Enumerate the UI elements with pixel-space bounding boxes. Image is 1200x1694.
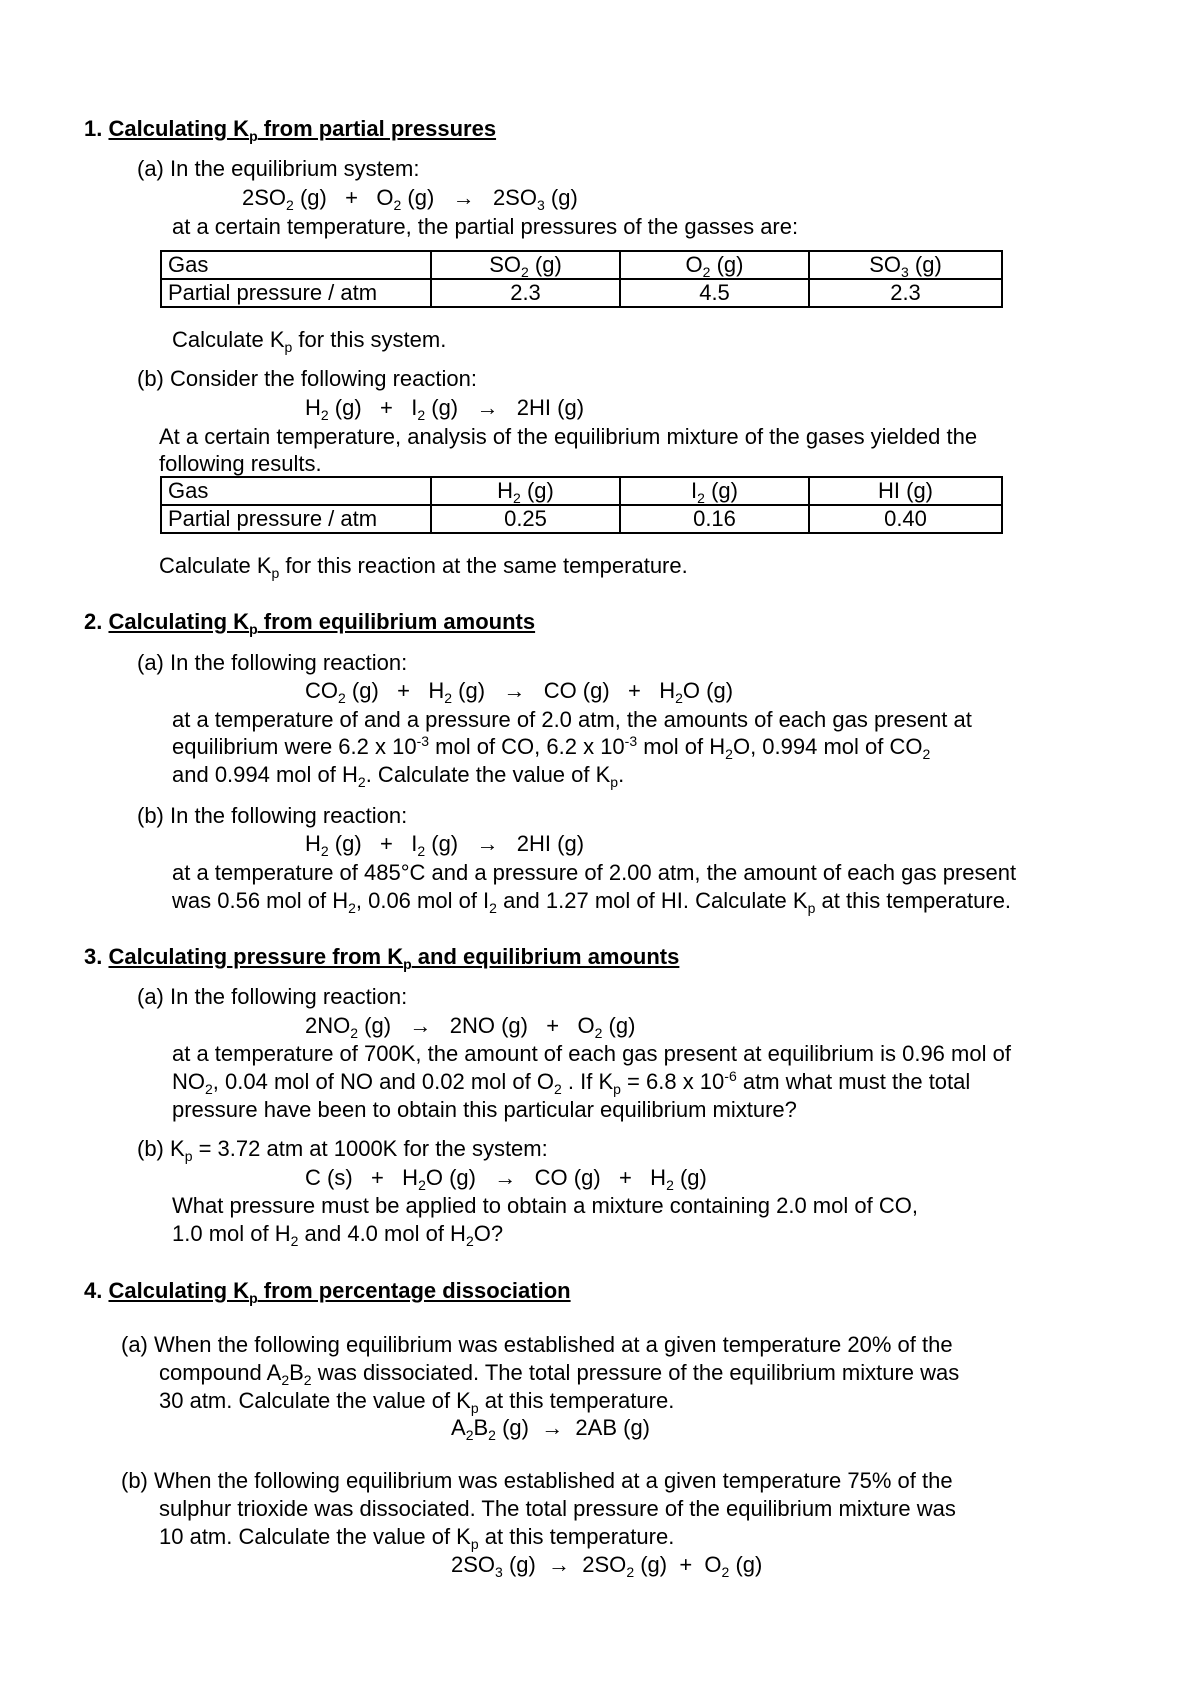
q3b-text-1: What pressure must be applied to obtain a mixture containing 2.0 mol of CO, (172, 1193, 918, 1218)
q3-heading (84, 944, 679, 970)
q2a-equation: $CO_2$ $(g) + H_2$ (g) → CO $(g) + H_2O$ (g) (305, 678, 734, 706)
q3a-intro: (a) In the following reaction: (137, 984, 408, 1009)
table-cell: 4.5 (620, 279, 809, 307)
q2a-intro: (a) In the following reaction: (137, 650, 408, 675)
q1b-intro: (b) Consider the following reaction: (137, 366, 477, 391)
q1b-text-1: At a certain temperature, analysis of the equilibrium mixture of the gases yielded the (159, 424, 978, 449)
q3-number: 3. (84, 944, 103, 969)
q4b-equation: $2SO_3$ $(g) \to 2SO_2$ $(g) + O_2$ (g) (451, 1552, 763, 1580)
table-cell: $SO_3$ (g) (809, 251, 1002, 279)
q1a-text: at a certain temperature, the partial pressures of the gasses are: (172, 214, 799, 239)
q4a-text-1: (a) When the following equilibrium was established at a given temperature 20% of the (121, 1332, 953, 1357)
q4a-text-3: 30 atm. Calculate the value of $K_p$ at this temperature. (159, 1388, 675, 1416)
q2b-intro: (b) In the following reaction: (137, 803, 408, 828)
q1a-partial-pressure-table (160, 250, 1003, 308)
table-cell: Partial pressure / atm (161, 505, 431, 533)
q2a-text-2: equilibrium were 6.2 x $10^{-3}$ mol of CO, 6.2 x $10^{-3}$ mol of $H_2O$, 0.994 mol of $CO_2$ (172, 733, 931, 762)
q1-heading (84, 116, 496, 142)
q1b-calculate: Calculate $K_p$ for this reaction at the same temperature. (159, 553, 688, 581)
q1b-partial-pressure-table (160, 476, 1003, 534)
table-cell: HI (g) (809, 477, 1002, 505)
table-cell: Partial pressure / atm (161, 279, 431, 307)
table-row (161, 505, 1002, 533)
q1a-intro: (a) In the equilibrium system: (137, 156, 420, 181)
q2a-text-3: and 0.994 mol of $H_2$. Calculate the value of $K_p$. (172, 762, 625, 790)
q2a-text-1: at a temperature of and a pressure of 2.0 atm, the amounts of each gas present at (172, 707, 972, 732)
table-cell: 2.3 (809, 279, 1002, 307)
q3a-text-2: $NO_2$, 0.04 mol of NO and 0.02 mol of $O_2$ . If $K_p = 6.8$ x $10^{-6}$ atm what must the total (172, 1068, 971, 1097)
q4-number: 4. (84, 1278, 103, 1303)
table-cell: $SO_2$ (g) (431, 251, 620, 279)
q1a-calculate: Calculate $K_p$ for this system. (172, 327, 447, 355)
table-cell: 2.3 (431, 279, 620, 307)
table-cell: $O_2$ (g) (620, 251, 809, 279)
q3a-text-3: pressure have been to obtain this particular equilibrium mixture? (172, 1097, 797, 1122)
table-header-row (161, 251, 1002, 279)
table-cell: 0.16 (620, 505, 809, 533)
q1-number: 1. (84, 116, 103, 141)
table-cell: Gas (161, 477, 431, 505)
table-header-row (161, 477, 1002, 505)
q1b-text-2: following results. (159, 451, 322, 476)
q4b-text-1: (b) When the following equilibrium was established at a given temperature 75% of the (121, 1468, 953, 1493)
table-cell: $I_2$ (g) (620, 477, 809, 505)
q1b-equation: $H_2$ $(g) + I_2$ (g) → 2HI (g) (305, 395, 585, 423)
q4a-equation: $A_2B_2$ (g) → 2AB (g) (451, 1415, 651, 1443)
q3b-equation: C $(s) + H_2O$ (g) → CO $(g) + H_2$ (g) (305, 1165, 707, 1193)
q2b-text-1: at a temperature of 485°C and a pressure of 2.00 atm, the amount of each gas present (172, 860, 1017, 885)
q1-title: Calculating $K_p$ from partial pressures (108, 116, 497, 144)
q2-number: 2. (84, 609, 103, 634)
table-cell: Gas (161, 251, 431, 279)
table-row (161, 279, 1002, 307)
q3a-text-1: at a temperature of 700K, the amount of each gas present at equilibrium is 0.96 mol of (172, 1041, 1011, 1066)
table-cell: 0.40 (809, 505, 1002, 533)
q3-title: Calculating pressure from $K_p$ and equilibrium amounts (108, 944, 680, 972)
q4-heading (84, 1278, 571, 1304)
q4-title: Calculating $K_p$ from percentage dissociation (108, 1278, 571, 1306)
table-cell: 0.25 (431, 505, 620, 533)
q4b-text-3: 10 atm. Calculate the value of $K_p$ at this temperature. (159, 1524, 675, 1552)
q1a-equation: $2SO_2$ $(g) + O_2$ $(g) \to 2SO_3$ (g) (242, 185, 578, 213)
q4b-text-2: sulphur trioxide was dissociated. The total pressure of the equilibrium mixture was (159, 1496, 956, 1521)
q2-title: Calculating $K_p$ from equilibrium amounts (108, 609, 536, 637)
q2b-text-2: was 0.56 mol of $H_2$, 0.06 mol of $I_2$ and 1.27 mol of HI. Calculate $K_p$ at this temperature. (172, 888, 1012, 916)
q3b-intro: (b) $K_p = 3.72$ atm at 1000K for the system: (137, 1136, 548, 1164)
q3b-text-2: 1.0 mol of $H_2$ and 4.0 mol of $H_2O$? (172, 1221, 504, 1249)
q2b-equation: $H_2$ $(g) + I_2$ (g) → 2HI (g) (305, 831, 585, 859)
table-cell: $H_2$ (g) (431, 477, 620, 505)
q3a-equation: $2NO_2$ (g) → 2NO $(g) + O_2$ (g) (305, 1013, 636, 1041)
q2-heading (84, 609, 535, 635)
q4a-text-2: compound $A_2B_2$ was dissociated. The total pressure of the equilibrium mixture was (159, 1360, 960, 1388)
